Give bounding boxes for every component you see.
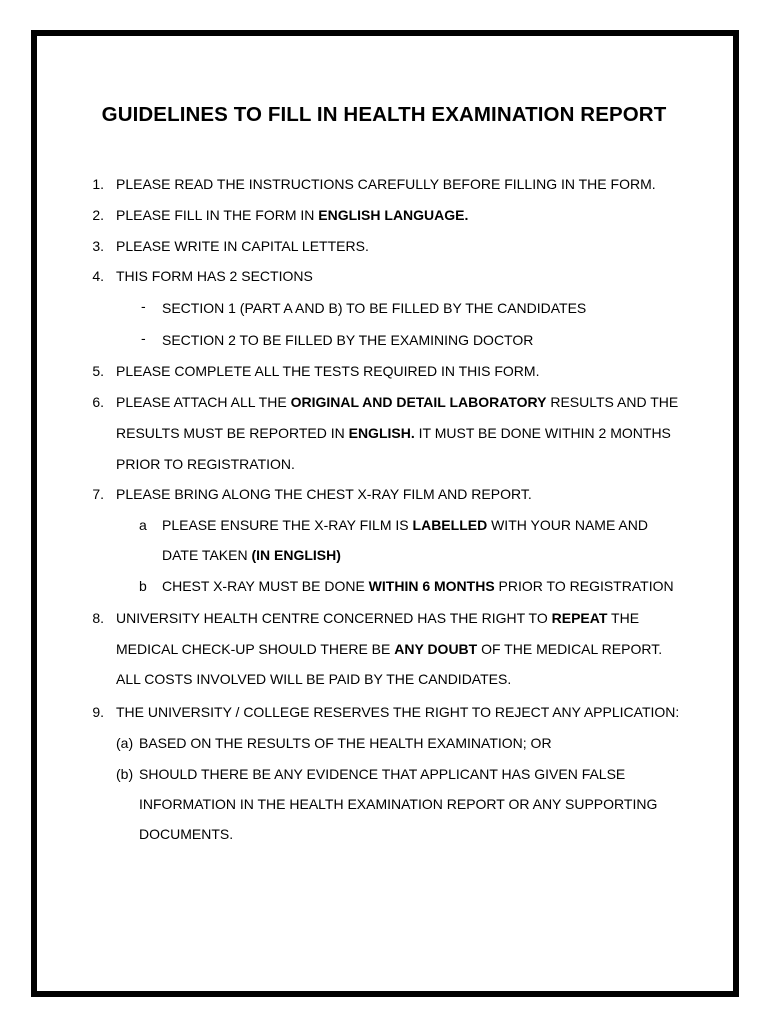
- item-9-sub-b-line-1: SHOULD THERE BE ANY EVIDENCE THAT APPLICANT HAS GIVEN FALSE: [139, 766, 626, 782]
- item-4-sub-2-text: SECTION 2 TO BE FILLED BY THE EXAMINING DOCTOR: [162, 332, 534, 348]
- item-3-text: PLEASE WRITE IN CAPITAL LETTERS.: [116, 238, 369, 254]
- item-7-text: PLEASE BRING ALONG THE CHEST X-RAY FILM AND REPORT.: [116, 486, 532, 502]
- item-9-sub-a-marker: (a): [116, 735, 134, 751]
- item-4-sub-2-marker: -: [141, 330, 146, 346]
- item-8-line-2: MEDICAL CHECK-UP SHOULD THERE BE ANY DOUBT OF THE MEDICAL REPORT.: [116, 641, 663, 657]
- item-6-line-1: PLEASE ATTACH ALL THE ORIGINAL AND DETAIL LABORATORY RESULTS AND THE: [116, 394, 679, 410]
- item-5-text: PLEASE COMPLETE ALL THE TESTS REQUIRED IN THIS FORM.: [116, 363, 540, 379]
- item-6-line-3: PRIOR TO REGISTRATION.: [116, 456, 295, 472]
- item-8-line-3: ALL COSTS INVOLVED WILL BE PAID BY THE CANDIDATES.: [116, 671, 512, 687]
- item-7-number: 7.: [92, 486, 104, 502]
- item-9-text: THE UNIVERSITY / COLLEGE RESERVES THE RIGHT TO REJECT ANY APPLICATION:: [116, 704, 680, 720]
- item-9-sub-b-line-2: INFORMATION IN THE HEALTH EXAMINATION REPORT OR ANY SUPPORTING: [139, 796, 658, 812]
- item-4-number: 4.: [92, 268, 104, 284]
- item-7-sub-b-marker: b: [139, 578, 147, 594]
- item-1-number: 1.: [92, 176, 104, 192]
- item-7-sub-b-text: CHEST X-RAY MUST BE DONE WITHIN 6 MONTHS PRIOR TO REGISTRATION: [162, 578, 674, 594]
- item-9-sub-a-text: BASED ON THE RESULTS OF THE HEALTH EXAMINATION; OR: [139, 735, 552, 751]
- item-6-number: 6.: [92, 394, 104, 410]
- item-3-number: 3.: [92, 238, 104, 254]
- item-9-sub-b-marker: (b): [116, 766, 134, 782]
- item-1-text: PLEASE READ THE INSTRUCTIONS CAREFULLY BEFORE FILLING IN THE FORM.: [116, 176, 656, 192]
- item-4-text: THIS FORM HAS 2 SECTIONS: [116, 268, 313, 284]
- item-8-number: 8.: [92, 610, 104, 626]
- item-4-sub-1-text: SECTION 1 (PART A AND B) TO BE FILLED BY THE CANDIDATES: [162, 300, 587, 316]
- item-7-sub-a-marker: a: [139, 517, 147, 533]
- item-2-emphasis: ENGLISH LANGUAGE.: [318, 207, 469, 223]
- item-9-sub-b-line-3: DOCUMENTS.: [139, 826, 234, 842]
- item-7-sub-a-line-2: DATE TAKEN (IN ENGLISH): [162, 547, 341, 563]
- item-5-number: 5.: [92, 363, 104, 379]
- item-9-number: 9.: [92, 704, 104, 720]
- item-8-line-1: UNIVERSITY HEALTH CENTRE CONCERNED HAS THE RIGHT TO REPEAT THE: [116, 610, 640, 626]
- item-2-text: PLEASE FILL IN THE FORM IN ENGLISH LANGUAGE.: [116, 207, 469, 223]
- page-title: GUIDELINES TO FILL IN HEALTH EXAMINATION REPORT: [101, 103, 667, 126]
- item-2-number: 2.: [92, 207, 104, 223]
- item-7-sub-a-line-1: PLEASE ENSURE THE X-RAY FILM IS LABELLED WITH YOUR NAME AND: [162, 517, 648, 533]
- item-4-sub-1-marker: -: [141, 298, 146, 314]
- item-6-line-2: RESULTS MUST BE REPORTED IN ENGLISH. IT MUST BE DONE WITHIN 2 MONTHS: [116, 425, 671, 441]
